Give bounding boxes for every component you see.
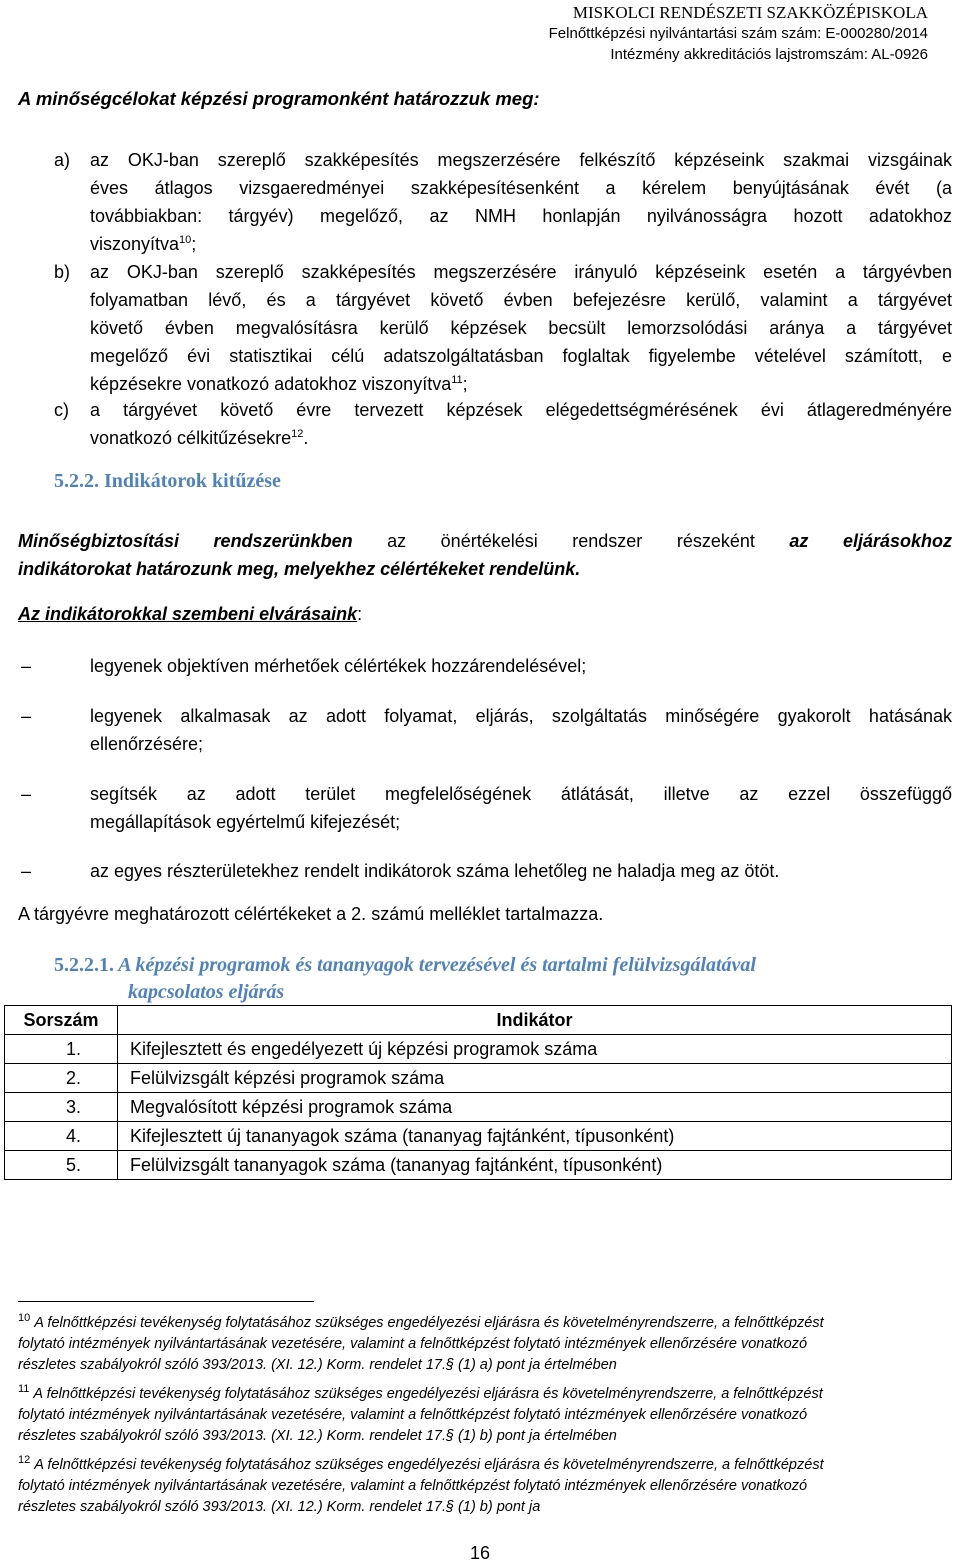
goal-text-line: viszonyítva$^{10}$; [90, 234, 197, 254]
goal-item-c [54, 396, 952, 452]
goal-text-line: a tárgyévet követő évre tervezett képzések elégedettségmérésének évi átlageredményére [90, 400, 952, 420]
dash-bullet-icon: – [21, 784, 32, 804]
dash-bullet-icon: – [21, 706, 32, 726]
table-row: 2. Felülvizsgált képzési programok száma [5, 1064, 952, 1093]
goal-text-line: folyamatban lévő, és a tárgyévet követő évben befejezésre kerülő, valamint a tárgyévet [90, 290, 952, 310]
section-number: 5.2.2.1. [54, 954, 114, 976]
dash-bullet-icon: – [21, 656, 32, 676]
goals-intro: A minőségcélokat képzési programonként határozzuk meg: [18, 88, 540, 109]
section-heading-procedure: 5.2.2.1. A képzési programok és tananyagok tervezésével és tartalmi felülvizsgálatával kapcsolatos eljárás [54, 954, 756, 1003]
footnote-ref[interactable]: 10 [179, 234, 192, 246]
bullet-item: – legyenek alkalmasak az adott folyamat, eljárás, szolgáltatás minőségére gyakorolt hatásának ellenőrzésére; [18, 702, 952, 758]
goal-text-line: az OKJ-ban szereplő szakképesítés megszerzésére irányuló képzéseink esetén a tárgyévben [90, 262, 952, 282]
goal-text-line: éves átlagos vizsgaeredményei szakképesítésenként a kérelem benyújtásának évét (a [90, 178, 952, 198]
section-heading-indicators: 5.2.2. Indikátorok kitűzése [54, 470, 281, 492]
goal-text-line: megelőző évi statisztikai célú adatszolgáltatásban foglaltak figyelembe vételével számított, e [90, 346, 952, 366]
footnote-11: $^{11}$ A felnőttképzési tevékenység folytatásához szükséges engedélyezési eljárásra és követelményrendszerre, a felnőttképzést folytató intézmények nyilvántartásának vezetésére, valamint a felnőttképzést folytató intézmények ellenőrzésére vonatkozó részletes szabályokról szóló 393/2013. (XI. 12.) Korm. rendelet 17.§ (1) b) pont ja értelmében [18, 1383, 823, 1444]
emphasis-text: az eljárásokhoz [789, 531, 952, 551]
page-number: 16 [469, 1543, 491, 1563]
column-header-number: Sorszám [5, 1006, 118, 1035]
table-row: 3. Megvalósított képzési programok száma [5, 1093, 952, 1122]
footnote-number: 12 [18, 1454, 31, 1466]
list-marker: c) [54, 400, 69, 420]
indicator-table [4, 1005, 952, 1180]
table-row: 1. Kifejlesztett és engedélyezett új képzési programok száma [5, 1035, 952, 1064]
target-values-note: A tárgyévre meghatározott célértékeket a 2. számú melléklet tartalmazza. [18, 904, 604, 924]
page-header [549, 2, 928, 65]
list-marker: b) [54, 262, 71, 282]
footnote-number: 10 [18, 1312, 31, 1324]
list-marker: a) [54, 150, 71, 170]
emphasis-text: Minőségbiztosítási rendszerünkben [18, 531, 353, 551]
footnote-ref[interactable]: 12 [291, 428, 304, 440]
column-header-indicator: Indikátor [118, 1006, 952, 1035]
table-header-row [5, 1006, 952, 1035]
goal-item-b [54, 258, 952, 398]
accreditation-number: Intézmény akkreditációs lajstromszám: AL-0926 [610, 46, 928, 63]
bullet-item: – az egyes részterületekhez rendelt indikátorok száma lehetőleg ne haladja meg az ötöt. [18, 857, 952, 885]
footnote-10: $^{10}$ A felnőttképzési tevékenység folytatásához szükséges engedélyezési eljárásra és követelményrendszerre, a felnőttképzést folytató intézmények nyilvántartásának vezetésére, valamint a felnőttképzést folytató intézmények ellenőrzésére vonatkozó részletes szabályokról szóló 393/2013. (XI. 12.) Korm. rendelet 17.§ (1) a) pont ja értelmében [18, 1312, 824, 1373]
footnote-ref[interactable]: 11 [451, 374, 463, 386]
expectations-title: Az indikátorokkal szembeni elvárásaink: [18, 604, 363, 624]
bullet-item: – segítsék az adott terület megfelelőségének átlátását, illetve az ezzel összefüggő megállapítások egyértelmű kifejezését; [18, 780, 952, 836]
goal-text-line: követő évben megvalósításra kerülő képzések becsült lemorzsolódási aránya a tárgyévet [90, 318, 952, 338]
emphasis-text: indikátorokat határozunk meg, melyekhez célértékeket rendelünk. [18, 559, 581, 579]
quality-paragraph: Minőségbiztosítási rendszerünkben az önértékelési rendszer részeként az eljárásokhoz indikátorokat határozunk meg, melyekhez célértékeket rendelünk. [18, 527, 952, 583]
dash-bullet-icon: – [21, 861, 32, 881]
goal-text-line: vonatkozó célkitűzésekre$^{12}$. [90, 428, 309, 448]
registration-number: Felnőttképzési nyilvántartási szám szám: E-000280/2014 [548, 25, 928, 42]
bullet-item: – legyenek objektíven mérhetőek célértékek hozzárendelésével; [18, 652, 952, 680]
school-name: MISKOLCI RENDÉSZETI SZAKKÖZÉPISKOLA [572, 3, 928, 22]
goal-item-a [54, 146, 952, 258]
goal-text-line: továbbiakban: tárgyév) megelőző, az NMH honlapján nyilvánosságra hozott adatokhoz [90, 206, 952, 226]
footnote-number: 11 [18, 1383, 30, 1395]
table-row: 5. Felülvizsgált tananyagok száma (tananyag fajtánként, típusonként) [5, 1151, 952, 1180]
goal-text-line: képzésekre vonatkozó adatokhoz viszonyítva$^{11}$; [90, 374, 468, 394]
footnote-12: $^{12}$ A felnőttképzési tevékenység folytatásához szükséges engedélyezési eljárásra és követelményrendszerre, a felnőttképzést folytató intézmények nyilvántartásának vezetésére, valamint a felnőttképzést folytató intézmények ellenőrzésére vonatkozó részletes szabályokról szóló 393/2013. (XI. 12.) Korm. rendelet 17.§ (1) b) pont ja [18, 1454, 824, 1515]
footnote-separator [18, 1301, 314, 1302]
goal-text-line: az OKJ-ban szereplő szakképesítés megszerzésére felkészítő képzéseink szakmai vizsgáinak [90, 150, 952, 170]
table-row: 4. Kifejlesztett új tananyagok száma (tananyag fajtánként, típusonként) [5, 1122, 952, 1151]
